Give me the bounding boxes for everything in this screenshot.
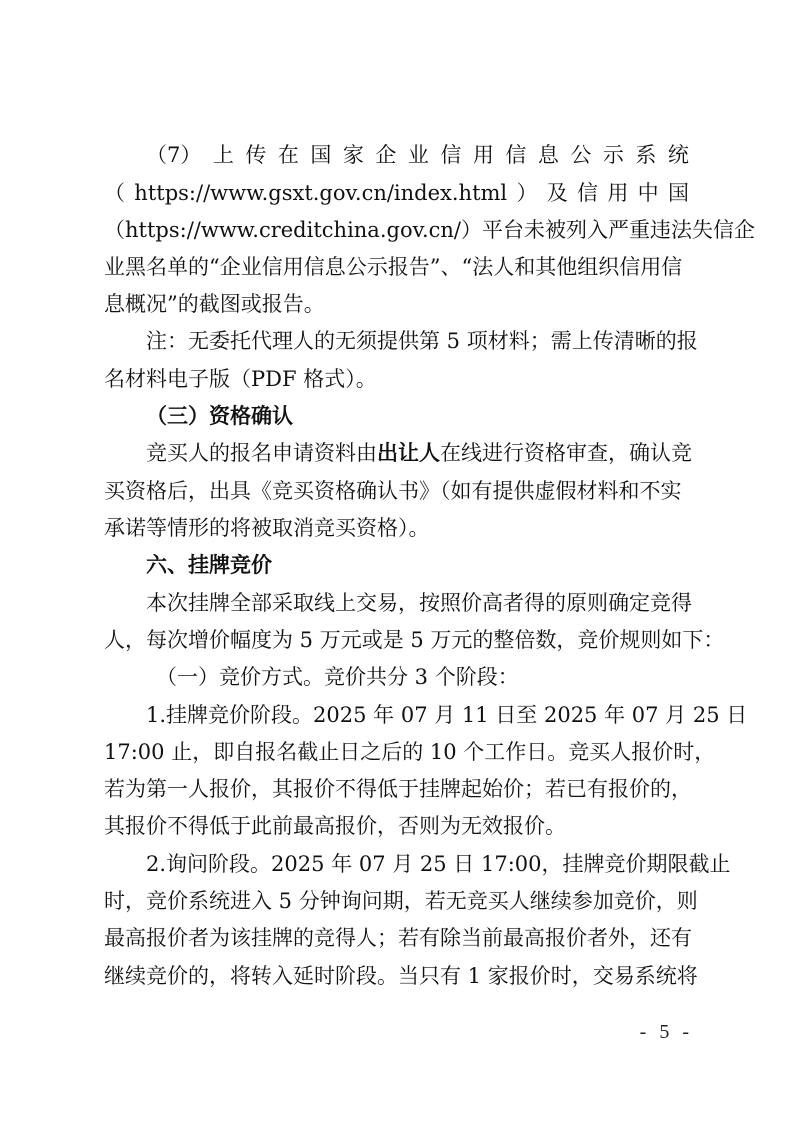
clause7-line-1 xyxy=(146,137,689,174)
stage2-line-4: 继续竞价的，将转入延时阶段。当只有 1 家报价时，交易系统将 xyxy=(104,964,698,988)
stage2-line-1: 2.询问阶段。2025 年 07 月 25 日 17:00，挂牌竞价期限截止 xyxy=(146,852,731,876)
clause7-url-gsxt: https://www.gsxt.gov.cn/index.html xyxy=(134,181,508,205)
clause7-char: （7） xyxy=(146,143,202,167)
clause7-char: 及 xyxy=(546,181,568,205)
clause7-char: 上 xyxy=(212,143,234,167)
clause7-char: 用 xyxy=(607,181,629,205)
clause7-char: 业 xyxy=(407,143,429,167)
clause7-char: 中 xyxy=(637,181,659,205)
clause7-line-3: （https://www.creditchina.gov.cn/）平台未被列入严重违法失信企 xyxy=(104,218,755,242)
section3-bold-text: 出让人 xyxy=(377,441,440,465)
section3-line-3: 承诺等情形的将被取消竞买资格）。 xyxy=(104,516,430,540)
stage1-line-1: 1.挂牌竞价阶段。2025 年 07 月 11 日至 2025 年 07 月 25 日 xyxy=(146,703,748,727)
clause7-char: 统 xyxy=(667,143,689,167)
section3-line-2: 买资格后，出具《竞买资格确认书》（如有提供虚假材料和不实 xyxy=(104,479,682,503)
clause7-char: 企 xyxy=(375,143,397,167)
note-line-1: 注：无委托代理人的无须提供第 5 项材料；需上传清晰的报 xyxy=(146,329,698,353)
section3-text: 竞买人的报名申请资料由 xyxy=(146,441,377,465)
note-line-2: 名材料电子版（PDF 格式）。 xyxy=(104,367,377,391)
clause7-char: 家 xyxy=(342,143,364,167)
stage1-line-4: 其报价不得低于此前最高报价，否则为无效报价。 xyxy=(104,814,566,838)
clause7-paren: （ xyxy=(104,181,125,205)
clause7-char: 用 xyxy=(472,143,494,167)
clause7-char: 息 xyxy=(537,143,559,167)
stage2-line-3: 最高报价者为该挂牌的竞得人；若有除当前最高报价者外，还有 xyxy=(104,926,692,950)
section6-heading: 六、挂牌竞价 xyxy=(146,553,272,577)
clause7-line-2 xyxy=(104,175,689,212)
clause7-char: 系 xyxy=(635,143,657,167)
section3-line-1 xyxy=(146,435,692,472)
clause7-char: 在 xyxy=(277,143,299,167)
stage2-line-2: 时，竞价系统进入 5 分钟询问期，若无竞买人继续参加竞价，则 xyxy=(104,889,698,913)
stage1-line-2: 17:00 止，即自报名截止日之后的 10 个工作日。竞买人报价时， xyxy=(104,740,716,764)
clause7-char: 信 xyxy=(505,143,527,167)
section3-text: 在线进行资格审查，确认竞 xyxy=(440,441,692,465)
clause7-char: 示 xyxy=(602,143,624,167)
clause7-char: 公 xyxy=(570,143,592,167)
stage1-line-3: 若为第一人报价，其报价不得低于挂牌起始价；若已有报价的， xyxy=(104,777,692,801)
clause7-line-5: 息概况”的截图或报告。 xyxy=(104,292,325,316)
clause7-char: 信 xyxy=(577,181,599,205)
section3-heading: （三）资格确认 xyxy=(146,404,293,428)
section6-subheading: （一）竞价方式。竞价共分 3 个阶段： xyxy=(156,665,519,689)
clause7-char: 信 xyxy=(440,143,462,167)
section6-paragraph-line-2: 人，每次增价幅度为 5 万元或是 5 万元的整倍数，竞价规则如下： xyxy=(104,628,725,652)
clause7-char: 国 xyxy=(667,181,689,205)
clause7-line-4: 业黑名单的“企业信用信息公示报告”、“法人和其他组织信用信 xyxy=(104,255,683,279)
section6-paragraph-line-1: 本次挂牌全部采取线上交易，按照价高者得的原则确定竞得 xyxy=(146,591,692,615)
clause7-char: 国 xyxy=(310,143,332,167)
page-number: - 5 - xyxy=(639,1021,693,1043)
clause7-char: 传 xyxy=(245,143,267,167)
clause7-paren: ） xyxy=(516,181,538,205)
